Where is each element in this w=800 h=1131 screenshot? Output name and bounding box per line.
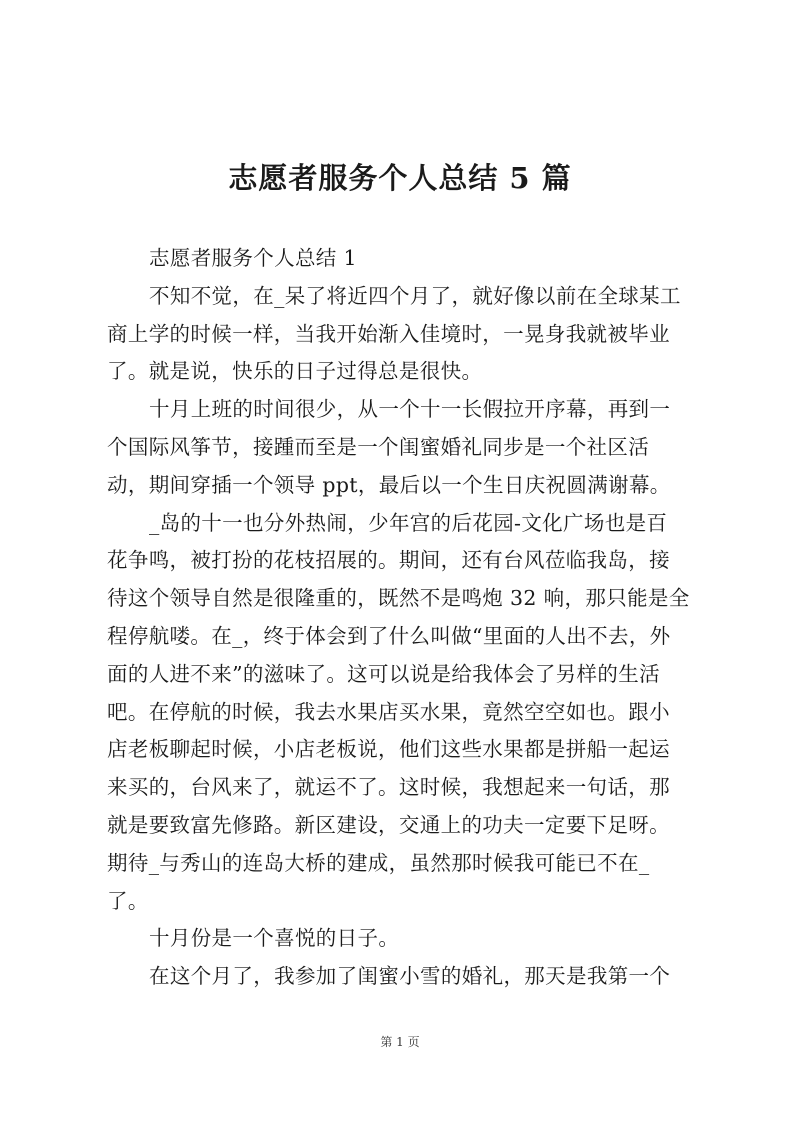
paragraph-line: _岛的十一也分外热闹，少年宫的后花园-文化广场也是百: [149, 510, 668, 535]
paragraph-line: 个国际风筝节，接踵而至是一个闺蜜婚礼同步是一个社区活: [107, 434, 650, 459]
paragraph-line: 十月上班的时间很少，从一个十一长假拉开序幕，再到一: [149, 397, 671, 422]
paragraph-line: 了。: [107, 888, 149, 913]
page-number-footer: 第 1 页: [380, 1035, 420, 1049]
paragraph-line: 待这个领导自然是很隆重的，既然不是鸣炮 32 响，那只能是全: [107, 586, 690, 611]
paragraph-line: 在这个月了，我参加了闺蜜小雪的婚礼，那天是我第一个: [149, 964, 671, 989]
paragraph-line: 期待_与秀山的连岛大桥的建成，虽然那时候我可能已不在_: [107, 850, 650, 875]
paragraph-line: 动，期间穿插一个领导 ppt，最后以一个生日庆祝圆满谢幕。: [107, 472, 671, 497]
document-title: 志愿者服务个人总结 5 篇: [228, 161, 572, 195]
document-body: [107, 240, 697, 996]
paragraph-line: 吧。在停航的时候，我去水果店买水果，竟然空空如也。跟小: [107, 699, 670, 724]
paragraph-line: 了。就是说，快乐的日子过得总是很快。: [107, 359, 483, 384]
paragraph-line: 十月份是一个喜悦的日子。: [149, 926, 400, 951]
section-heading: 志愿者服务个人总结 1: [149, 246, 357, 270]
paragraph-line: 就是要致富先修路。新区建设，交通上的功夫一定要下足呀。: [107, 812, 670, 837]
paragraph-line: 不知不觉，在_呆了将近四个月了，就好像以前在全球某工: [149, 283, 681, 308]
paragraph-line: 来买的，台风来了，就运不了。这时候，我想起来一句话，那: [107, 775, 670, 800]
paragraph-line: 程停航喽。在_，终于体会到了什么叫做“里面的人出不去，外: [107, 623, 671, 648]
paragraph-line: 面的人进不来”的滋味了。这可以说是给我体会了另样的生活: [107, 661, 660, 686]
paragraph-line: 花争鸣，被打扮的花枝招展的。期间，还有台风莅临我岛，接: [107, 548, 670, 573]
paragraph-line: 商上学的时候一样，当我开始渐入佳境时，一晃身我就被毕业: [107, 321, 670, 346]
paragraph-line: 店老板聊起时候，小店老板说，他们这些水果都是拼船一起运: [107, 737, 670, 762]
